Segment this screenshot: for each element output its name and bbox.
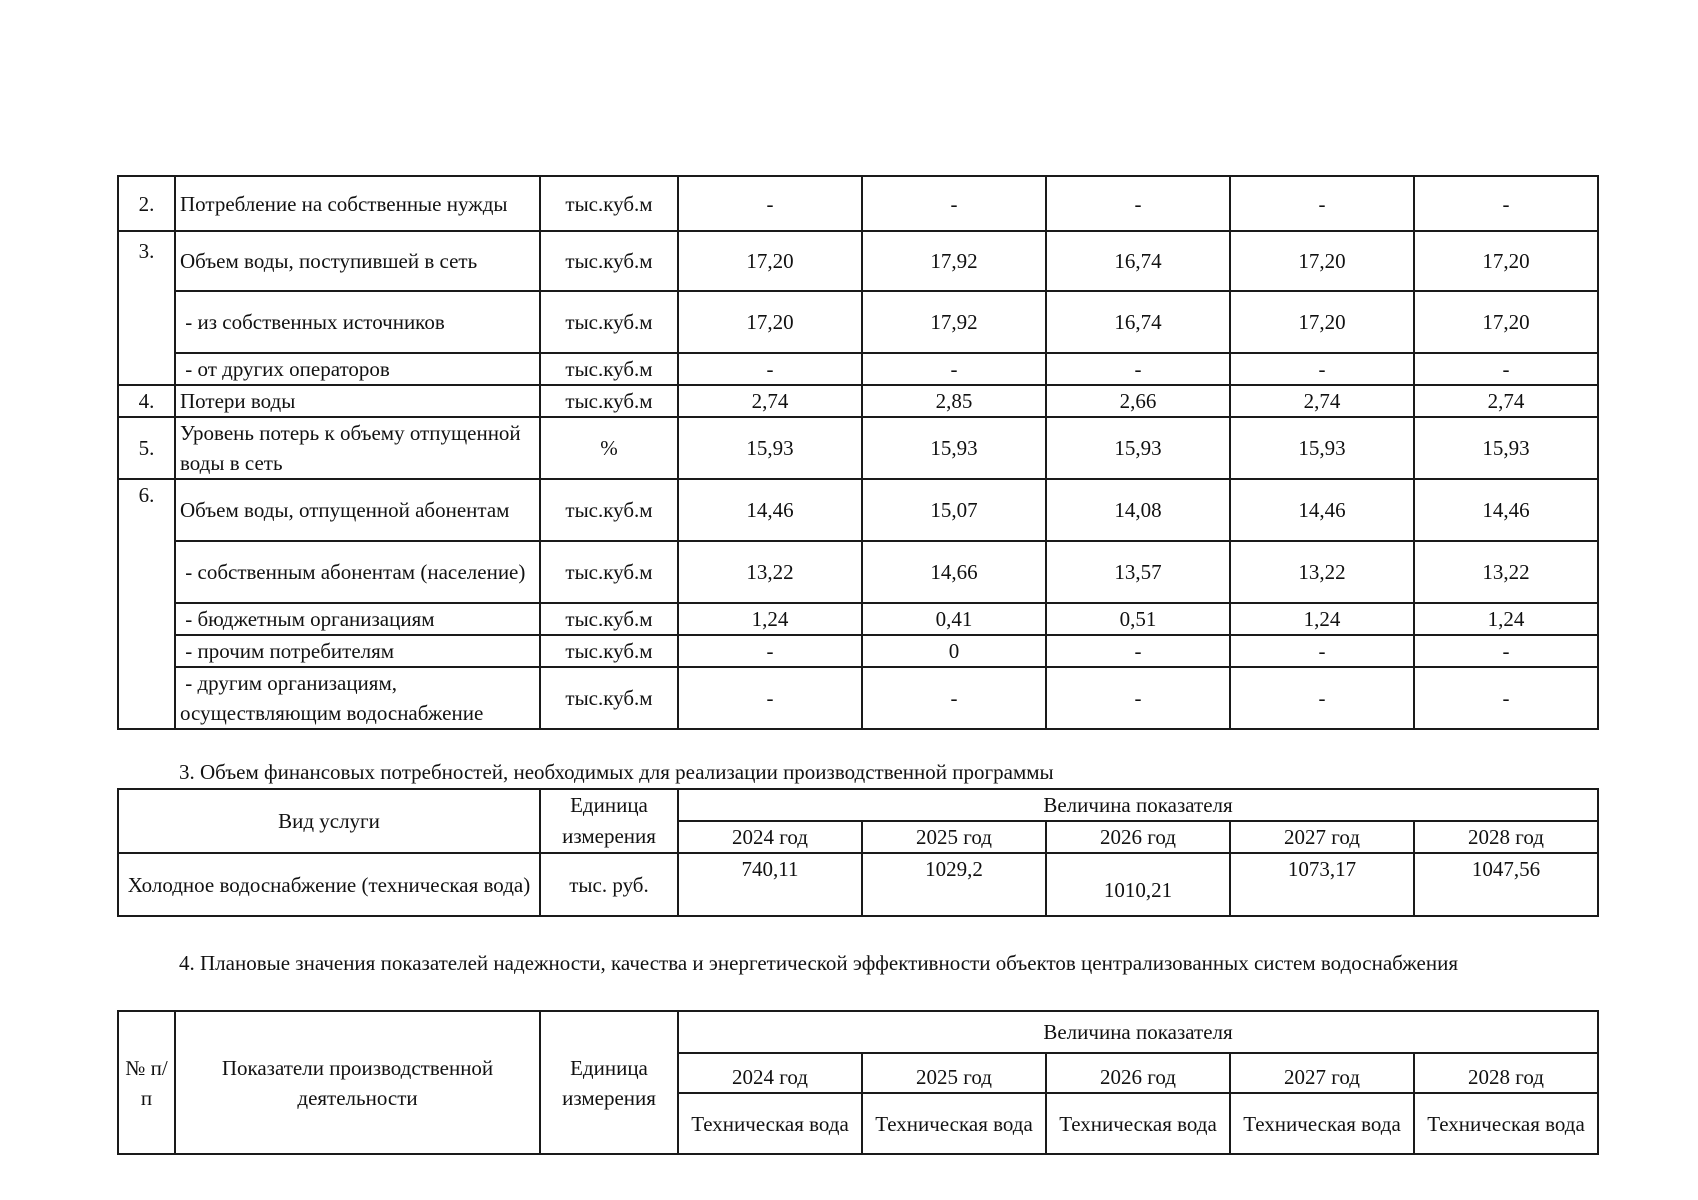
finance-value: 1029,2 [862, 853, 1046, 916]
year-header: 2026 год [1046, 821, 1230, 853]
indicator-label: - от других операторов [175, 353, 540, 385]
finance-value: 740,11 [678, 853, 862, 916]
value-cell: 17,20 [1414, 231, 1598, 291]
year-header: 2028 год [1414, 1053, 1598, 1093]
value-cell: 1,24 [678, 603, 862, 635]
row-number: 5. [118, 417, 175, 479]
indicator-label: Потери воды [175, 385, 540, 417]
value-cell: - [862, 667, 1046, 729]
table-row [118, 417, 1598, 479]
unit-cell: % [540, 417, 678, 479]
value-cell: 15,93 [1230, 417, 1414, 479]
row-number: 6. [118, 479, 175, 729]
value-cell: - [678, 667, 862, 729]
value-cell: 17,20 [1230, 291, 1414, 353]
value-cell: 15,93 [862, 417, 1046, 479]
header-value: Величина показателя [678, 789, 1598, 821]
value-cell: - [1046, 353, 1230, 385]
water-balance-table [117, 175, 1599, 730]
value-cell: 2,74 [678, 385, 862, 417]
value-cell: - [862, 176, 1046, 231]
table-row [118, 176, 1598, 231]
value-cell: 17,92 [862, 231, 1046, 291]
unit-cell: тыс.куб.м [540, 479, 678, 541]
reliability-indicators-table [117, 1010, 1599, 1155]
value-cell: 14,46 [1230, 479, 1414, 541]
value-cell: 17,20 [678, 291, 862, 353]
value-cell: - [678, 353, 862, 385]
value-cell: 15,93 [678, 417, 862, 479]
year-header: 2027 год [1230, 821, 1414, 853]
subheader-technical-water: Техническая вода [1230, 1093, 1414, 1154]
indicator-label: - прочим потребителям [175, 635, 540, 667]
year-header: 2027 год [1230, 1053, 1414, 1093]
value-cell: 0,41 [862, 603, 1046, 635]
header-service: Вид услуги [118, 789, 540, 853]
table-row [118, 291, 1598, 353]
subheader-technical-water: Техническая вода [1046, 1093, 1230, 1154]
unit-cell: тыс.куб.м [540, 291, 678, 353]
header-indicator: Показатели производственной деятельности [175, 1011, 540, 1154]
table-row [118, 479, 1598, 541]
table-row [118, 353, 1598, 385]
value-cell: 15,93 [1414, 417, 1598, 479]
value-cell: 14,08 [1046, 479, 1230, 541]
value-cell: - [1046, 667, 1230, 729]
indicator-label: - бюджетным организациям [175, 603, 540, 635]
value-cell: 16,74 [1046, 231, 1230, 291]
unit-cell: тыс.куб.м [540, 231, 678, 291]
value-cell: - [1230, 176, 1414, 231]
value-cell: - [1046, 176, 1230, 231]
row-number: 3. [118, 231, 175, 385]
value-cell: 13,22 [1230, 541, 1414, 603]
financial-needs-table [117, 788, 1599, 917]
value-cell: 14,66 [862, 541, 1046, 603]
table-row [118, 603, 1598, 635]
value-cell: 2,74 [1230, 385, 1414, 417]
value-cell: 13,22 [1414, 541, 1598, 603]
service-unit: тыс. руб. [540, 853, 678, 916]
year-header: 2025 год [862, 1053, 1046, 1093]
value-cell: 2,85 [862, 385, 1046, 417]
value-cell: 17,20 [678, 231, 862, 291]
indicator-label: - другим организациям, осуществляющим водоснабжение [175, 667, 540, 729]
table-row [118, 231, 1598, 291]
value-cell: - [678, 635, 862, 667]
value-cell: - [1414, 353, 1598, 385]
value-cell: 1,24 [1414, 603, 1598, 635]
value-cell: - [1230, 353, 1414, 385]
value-cell: 14,46 [678, 479, 862, 541]
value-cell: - [1414, 667, 1598, 729]
value-cell: 16,74 [1046, 291, 1230, 353]
section-4-title: 4. Плановые значения показателей надежности, качества и энергетической эффективности объектов централизованных систем водоснабжения [179, 951, 1459, 975]
table-row [118, 385, 1598, 417]
row-number: 2. [118, 176, 175, 231]
value-cell: 1,24 [1230, 603, 1414, 635]
unit-cell: тыс.куб.м [540, 541, 678, 603]
value-cell: 15,07 [862, 479, 1046, 541]
value-cell: 0 [862, 635, 1046, 667]
value-cell: 13,57 [1046, 541, 1230, 603]
value-cell: 2,66 [1046, 385, 1230, 417]
unit-cell: тыс.куб.м [540, 353, 678, 385]
finance-value: 1010,21 [1046, 853, 1230, 916]
subheader-technical-water: Техническая вода [1414, 1093, 1598, 1154]
value-cell: 15,93 [1046, 417, 1230, 479]
indicator-label: Уровень потерь к объему отпущенной воды в сеть [175, 417, 540, 479]
value-cell: - [862, 353, 1046, 385]
value-cell: - [1230, 667, 1414, 729]
unit-cell: тыс.куб.м [540, 667, 678, 729]
value-cell: 17,20 [1230, 231, 1414, 291]
value-cell: 0,51 [1046, 603, 1230, 635]
year-header: 2026 год [1046, 1053, 1230, 1093]
value-cell: - [1046, 635, 1230, 667]
year-header: 2024 год [678, 821, 862, 853]
indicator-label: - из собственных источников [175, 291, 540, 353]
unit-cell: тыс.куб.м [540, 635, 678, 667]
header-value: Величина показателя [678, 1011, 1598, 1053]
value-cell: - [1414, 635, 1598, 667]
finance-value: 1073,17 [1230, 853, 1414, 916]
year-header: 2024 год [678, 1053, 862, 1093]
header-unit: Единица измерения [540, 789, 678, 853]
service-name: Холодное водоснабжение (техническая вода) [118, 853, 540, 916]
indicator-label: Объем воды, отпущенной абонентам [175, 479, 540, 541]
table-row [118, 635, 1598, 667]
year-header: 2028 год [1414, 821, 1598, 853]
finance-value: 1047,56 [1414, 853, 1598, 916]
unit-cell: тыс.куб.м [540, 176, 678, 231]
value-cell: 13,22 [678, 541, 862, 603]
unit-cell: тыс.куб.м [540, 603, 678, 635]
unit-cell: тыс.куб.м [540, 385, 678, 417]
year-header: 2025 год [862, 821, 1046, 853]
value-cell: 2,74 [1414, 385, 1598, 417]
value-cell: 14,46 [1414, 479, 1598, 541]
row-number: 4. [118, 385, 175, 417]
section-3-title: 3. Объем финансовых потребностей, необходимых для реализации производственной программы [179, 760, 1054, 784]
indicator-label: Потребление на собственные нужды [175, 176, 540, 231]
table-row [118, 667, 1598, 729]
indicator-label: - собственным абонентам (население) [175, 541, 540, 603]
subheader-technical-water: Техническая вода [862, 1093, 1046, 1154]
value-cell: - [1230, 635, 1414, 667]
value-cell: - [678, 176, 862, 231]
indicator-label: Объем воды, поступившей в сеть [175, 231, 540, 291]
value-cell: - [1414, 176, 1598, 231]
value-cell: 17,20 [1414, 291, 1598, 353]
table-row [118, 541, 1598, 603]
header-unit: Единица измерения [540, 1011, 678, 1154]
value-cell: 17,92 [862, 291, 1046, 353]
header-row-number: № п/п [118, 1011, 175, 1154]
subheader-technical-water: Техническая вода [678, 1093, 862, 1154]
